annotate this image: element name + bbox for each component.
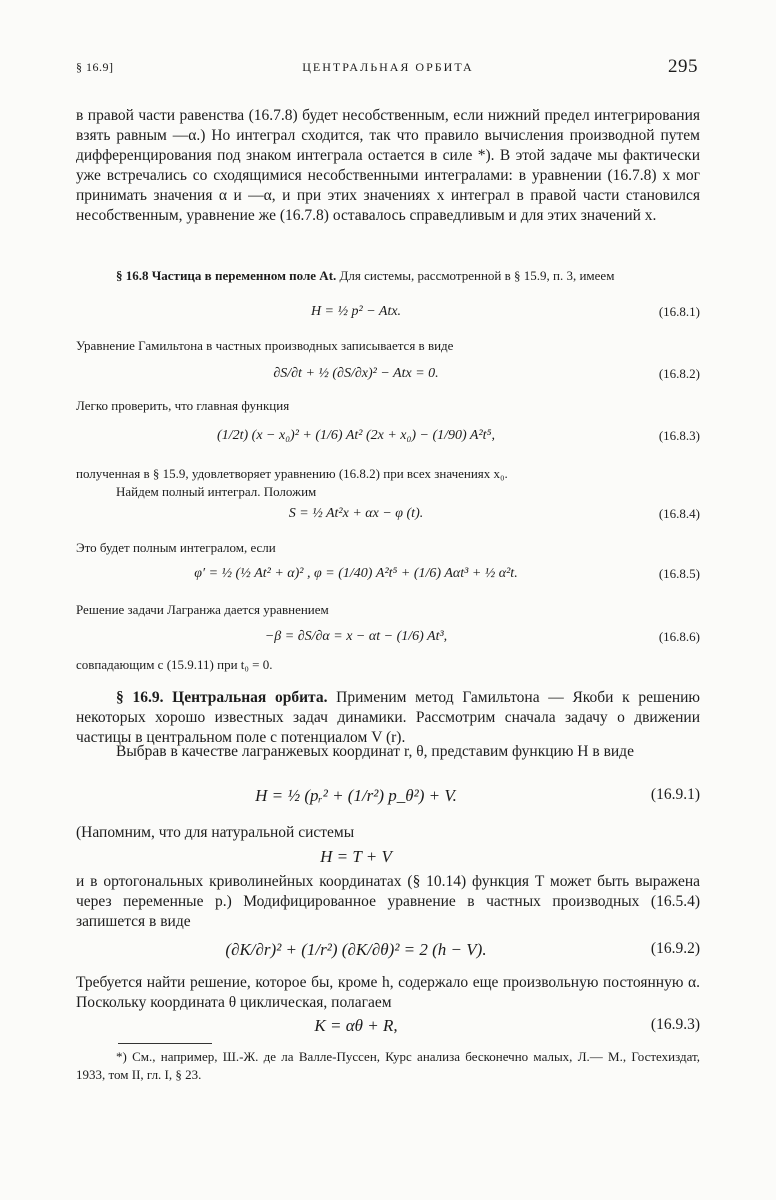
- equation-h-t-v: [76, 843, 700, 873]
- footnote-rule: [118, 1043, 212, 1044]
- formula: (∂K/∂r)² + (1/r²) (∂K/∂θ)² = 2 (h − V).: [225, 940, 487, 959]
- page-number: 295: [668, 56, 698, 77]
- equation-number: (16.8.1): [658, 304, 700, 319]
- formula: H = ½ p² − Atx.: [310, 304, 402, 319]
- formula: K = αθ + R,: [314, 1016, 398, 1035]
- text-choose-coordinates: Выбрав в качестве лагранжевых координат r, θ, представим функцию H в виде: [116, 743, 634, 760]
- equation-16-9-1: [76, 782, 700, 812]
- equation-number: (16.9.1): [650, 786, 700, 803]
- section-16-9-intro: [76, 688, 700, 748]
- text-coincide: совпадающим с (15.9.11) при t₀ = 0.: [76, 657, 273, 672]
- section-16-8-text: Для системы, рассмотренной в § 15.9, п. 3, имеем: [339, 268, 615, 283]
- formula: H = ½ (pᵣ² + (1/r²) p_θ²) + V.: [255, 786, 457, 805]
- equation-16-8-1: [76, 300, 700, 330]
- equation-number: (16.8.3): [658, 428, 700, 443]
- equation-number: (16.9.2): [650, 940, 700, 957]
- formula: −β = ∂S/∂α = x − αt − (1/6) At³,: [264, 629, 448, 644]
- formula: ∂S/∂t + ½ (∂S/∂x)² − Atx = 0.: [273, 366, 439, 381]
- equation-16-9-3: [76, 1012, 700, 1042]
- text-recall: (Напомним, что для натуральной системы: [76, 824, 355, 841]
- text-hj-equation: Уравнение Гамильтона в частных производных записывается в виде: [76, 338, 454, 353]
- text-orthogonal: и в ортогональных криволинейных координатах (§ 10.14) функция T может быть выражена через переменные p.) Модифицированное уравнение в частных производных (16.5.4) запишется в виде: [76, 873, 700, 930]
- intro-paragraph: в правой части равенства (16.7.8) будет несобственным, если нижний предел интегрирования взять равным —α.) Но интеграл сходится, так что правило вычисления производной путем дифференцирования под знаком интеграла остается в силе *). В этой задаче мы фактически уже встречались со сходящимися несобственными интегралами: в уравнении (16.7.8) x мог принимать значения α и —α, и при этих значениях x интеграл в правой части становился несобственным, уравнение же (16.7.8) оставалось справедливым и для этих значений x.: [76, 107, 700, 224]
- text-obtained: полученная в § 15.9, удовлетворяет уравнению (16.8.2) при всех значениях x₀.: [76, 466, 508, 481]
- formula: S = ½ At²x + αx − φ (t).: [288, 506, 424, 521]
- text-complete-integral: Это будет полным интегралом, если: [76, 540, 276, 555]
- section-16-9-text: Применим метод Гамильтона — Якоби к решению некоторых хорошо известных задач динамики. Рассмотрим сначала задачу о движении частицы в центральном поле с потенциалом V (r).: [76, 689, 701, 746]
- equation-number: (16.9.3): [650, 1016, 700, 1033]
- equation-16-8-4: [76, 502, 700, 532]
- equation-number: (16.8.4): [658, 506, 700, 521]
- footnote: *) См., например, Ш.-Ж. де ла Валле-Пуссен, Курс анализа бесконечно малых, Л.— М., Гостехиздат, 1933, том II, гл. I, § 23.: [76, 1049, 700, 1082]
- section-16-9-heading: § 16.9. Центральная орбита.: [116, 689, 328, 706]
- text-required: Требуется найти решение, которое бы, кроме h, содержало еще произвольную постоянную α. Поскольку координата θ циклическая, полагаем: [76, 974, 700, 1011]
- equation-16-8-2: [76, 362, 700, 392]
- text-lagrange: Решение задачи Лагранжа дается уравнением: [76, 602, 329, 617]
- formula: φ′ = ½ (½ At² + α)² , φ = (1/40) A²t⁵ + (1/6) Aαt³ + ½ α²t.: [194, 566, 518, 581]
- equation-16-8-6: [76, 625, 700, 655]
- running-head-section: § 16.9]: [76, 60, 114, 74]
- section-16-8-intro: [76, 267, 700, 285]
- equation-number: (16.8.2): [658, 366, 700, 381]
- equation-16-8-5: [76, 562, 700, 592]
- equation-number: (16.8.6): [658, 629, 700, 644]
- text-find-integral: Найдем полный интеграл. Положим: [116, 484, 317, 499]
- equation-number: (16.8.5): [658, 566, 700, 581]
- formula: (1/2t) (x − x₀)² + (1/6) At² (2x + x₀) − (1/90) A²t⁵,: [217, 428, 495, 443]
- equation-16-8-3: [76, 424, 700, 454]
- running-head-title: ЦЕНТРАЛЬНАЯ ОРБИТА: [302, 60, 474, 74]
- text-principal-function: Легко проверить, что главная функция: [76, 398, 290, 413]
- equation-16-9-2: [76, 936, 700, 966]
- formula: H = T + V: [320, 847, 392, 866]
- section-16-8-heading: § 16.8 Частица в переменном поле At.: [116, 268, 337, 283]
